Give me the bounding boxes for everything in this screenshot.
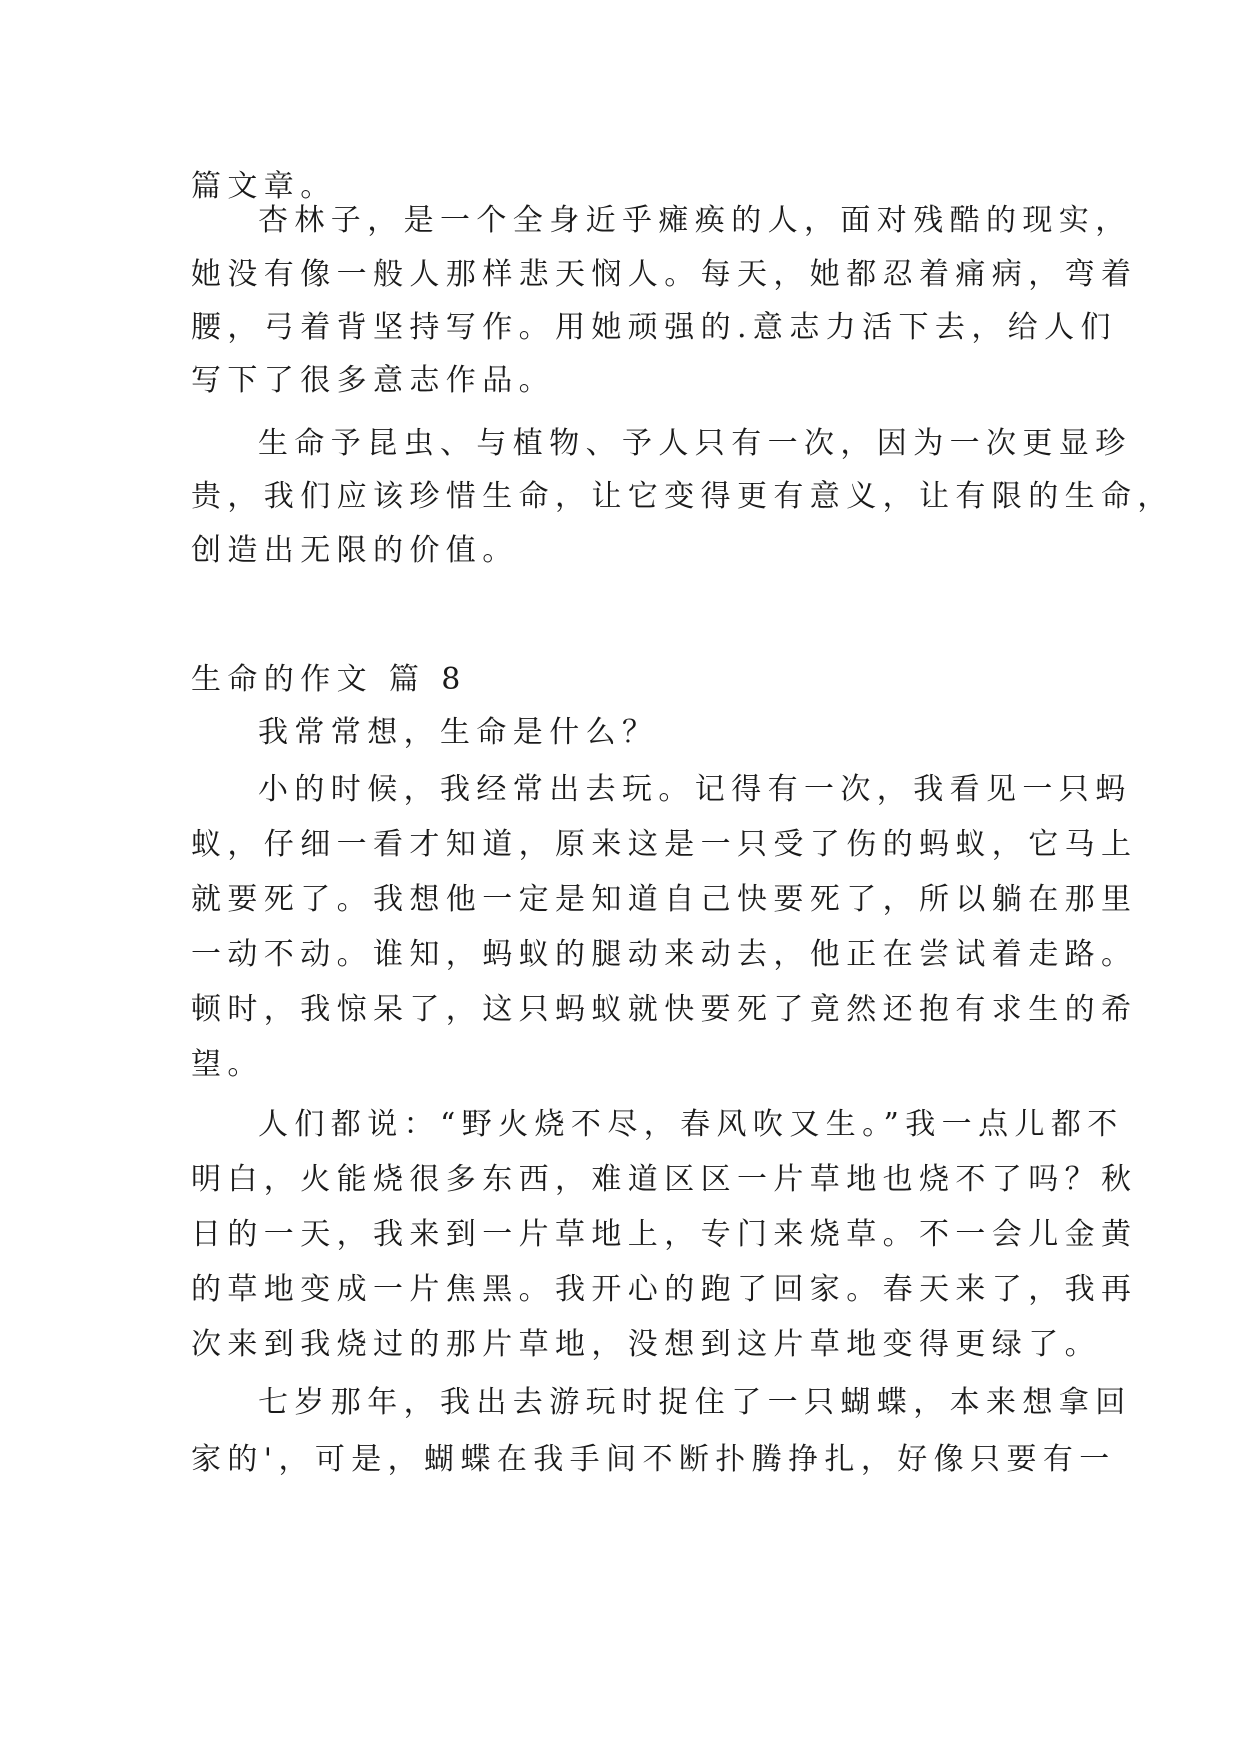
text-line: 篇文章。 bbox=[191, 169, 337, 204]
paragraph-start-line: 生命予昆虫、与植物、予人只有一次，因为一次更显珍 bbox=[258, 426, 1132, 461]
section-heading: 生命的作文 篇 8 bbox=[191, 662, 467, 697]
text-line: 她没有像一般人那样悲天悯人。每天，她都忍着痛病，弯着 bbox=[191, 257, 1138, 292]
text-line: 蚁，仔细一看才知道，原来这是一只受了伤的蚂蚁，它马上 bbox=[191, 827, 1138, 862]
text-line: 就要死了。我想他一定是知道自己快要死了，所以躺在那里 bbox=[191, 882, 1138, 917]
text-line: 腰，弓着背坚持写作。用她顽强的.意志力活下去，给人们 bbox=[191, 310, 1117, 345]
text-line: 创造出无限的价值。 bbox=[191, 533, 519, 568]
text-line: 明白，火能烧很多东西，难道区区一片草地也烧不了吗？秋 bbox=[191, 1162, 1138, 1197]
text-line: 望。 bbox=[191, 1047, 264, 1082]
text-line: 家的'，可是，蝴蝶在我手间不断扑腾挣扎，好像只要有一 bbox=[191, 1442, 1116, 1477]
text-line: 次来到我烧过的那片草地，没想到这片草地变得更绿了。 bbox=[191, 1327, 1101, 1362]
text-line: 贵，我们应该珍惜生命，让它变得更有意义，让有限的生命， bbox=[191, 479, 1174, 514]
text-line: 顿时，我惊呆了，这只蚂蚁就快要死了竟然还抱有求生的希 bbox=[191, 992, 1138, 1027]
text-line: 日的一天，我来到一片草地上，专门来烧草。不一会儿金黄 bbox=[191, 1217, 1138, 1252]
paragraph-start-line: 杏林子，是一个全身近乎瘫痪的人，面对残酷的现实， bbox=[258, 203, 1132, 238]
text-line: 一动不动。谁知，蚂蚁的腿动来动去，他正在尝试着走路。 bbox=[191, 937, 1138, 972]
paragraph-start-line: 七岁那年，我出去游玩时捉住了一只蝴蝶，本来想拿回 bbox=[258, 1385, 1132, 1420]
text-line: 的草地变成一片焦黑。我开心的跑了回家。春天来了，我再 bbox=[191, 1272, 1138, 1307]
paragraph-start-line: 我常常想，生命是什么？ bbox=[258, 715, 659, 750]
text-line: 写下了很多意志作品。 bbox=[191, 363, 555, 398]
paragraph-start-line: 人们都说：“野火烧不尽，春风吹又生。”我一点儿都不 bbox=[258, 1107, 1124, 1142]
paragraph-start-line: 小的时候，我经常出去玩。记得有一次，我看见一只蚂 bbox=[258, 772, 1132, 807]
